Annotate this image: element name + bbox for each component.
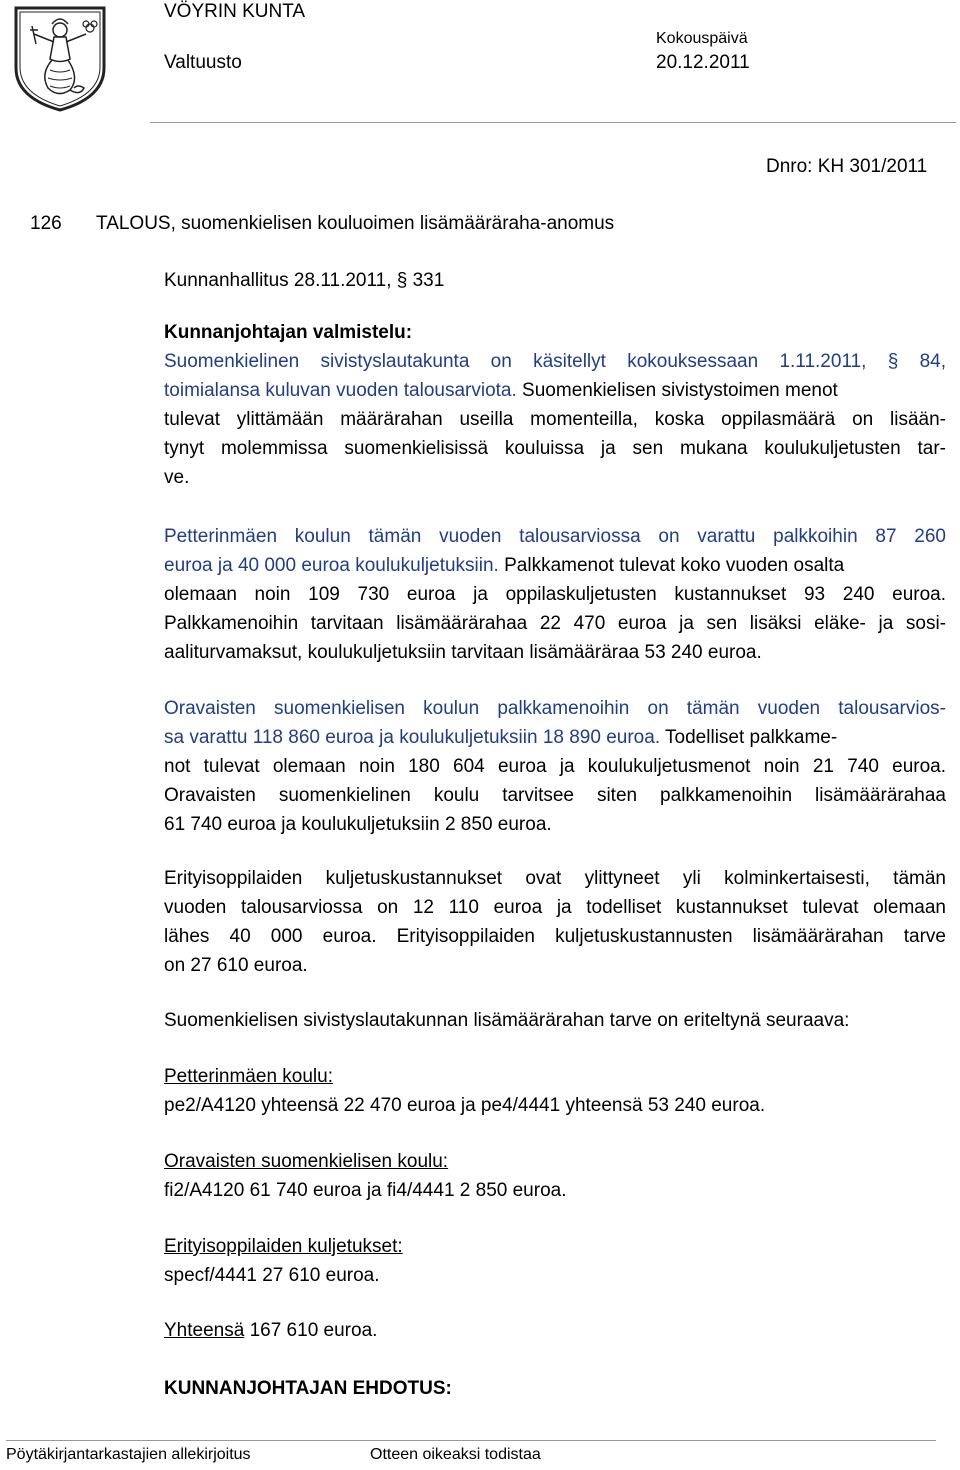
section-number: 126 (30, 213, 62, 234)
paragraph-line: Palkkamenot tulevat koko vuoden osalta (498, 555, 845, 576)
total-line (164, 1320, 377, 1342)
header-divider (150, 122, 956, 123)
need-intro: Suomenkielisen sivistyslautakunnan lisämäärärahan tarve on eriteltynä seuraava: (164, 1010, 850, 1031)
breakdown-value-petterinmaki: pe2/A4120 yhteensä 22 470 euroa ja pe4/4441 yhteensä 53 240 euroa. (164, 1095, 766, 1116)
body-name: Valtuusto (164, 52, 242, 73)
proposal-heading: KUNNANJOHTAJAN EHDOTUS: (164, 1378, 452, 1399)
paragraph-line: Todelliset palkkame- (660, 727, 838, 748)
footer-signatures: Pöytäkirjantarkastajien allekirjoitus (6, 1446, 251, 1463)
org-name: VÖYRIN KUNTA (164, 1, 306, 22)
paragraph-line: euroa ja 40 000 euroa koulukuljetuksiin. (164, 555, 499, 576)
paragraph-line: ve. (164, 467, 190, 488)
section-title: TALOUS, suomenkielisen kouluoimen lisämääräraha-anomus (96, 213, 615, 234)
breakdown-label-oravainen: Oravaisten suomenkielisen koulu: (164, 1151, 449, 1172)
dnro: Dnro: KH 301/2011 (766, 156, 928, 177)
paragraph-line: lähes 40 000 euroa. Erityisoppilaiden kuljetuskustannusten lisämäärärahan tarve (164, 926, 946, 947)
paragraph-line: on 27 610 euroa. (164, 955, 308, 976)
coat-of-arms-icon (10, 4, 110, 112)
breakdown-value-oravainen: fi2/A4120 61 740 euroa ja fi4/4441 2 850 euroa. (164, 1180, 567, 1201)
breakdown-value-special: specf/4441 27 610 euroa. (164, 1265, 380, 1286)
paragraph-line: Palkkamenoihin tarvitaan lisämäärärahaa 22 470 euroa ja sen lisäksi eläke- ja sosi- (164, 613, 946, 634)
breakdown-label-special: Erityisoppilaiden kuljetukset: (164, 1236, 403, 1257)
preparation-section (164, 318, 946, 492)
breakdown-label-petterinmaki: Petterinmäen koulu: (164, 1066, 333, 1087)
total-value: 167 610 euroa. (244, 1320, 378, 1341)
paragraph-line: tulevat ylittämään määrärahan useilla momenteilla, koska oppilasmäärä on lisään- (164, 409, 946, 430)
paragraph-line: tynyt molemmissa suomenkielisissä kouluissa ja sen mukana koulukuljetusten tar- (164, 438, 946, 459)
paragraph-line: Oravaisten suomenkielinen koulu tarvitsee siten palkkamenoihin lisämäärärahaa (164, 785, 946, 806)
paragraph-line: vuoden talousarviossa on 12 110 euroa ja todelliset kustannukset tulevat olemaan (164, 897, 946, 918)
paragraph-line: Suomenkielisen sivistystoimen menot (516, 380, 838, 401)
paragraph-line: toimialansa kuluvan vuoden talousarviota. (164, 380, 517, 401)
meeting-date-label: Kokouspäivä (656, 30, 748, 47)
paragraph-line: Petterinmäen koulun tämän vuoden talousarviossa on varattu palkkoihin 87 260 (164, 526, 946, 547)
paragraph-oravainen (164, 694, 946, 839)
footer-divider (6, 1440, 936, 1441)
paragraph-line: not tulevat olemaan noin 180 604 euroa ja koulukuljetusmenot noin 21 740 euroa. (164, 756, 946, 777)
total-label: Yhteensä (164, 1320, 245, 1341)
meeting-date: 20.12.2011 (656, 52, 750, 73)
paragraph-special-needs (164, 864, 946, 980)
paragraph-petterinmaki (164, 522, 946, 667)
paragraph-line: Erityisoppilaiden kuljetuskustannukset ovat ylittyneet yli kolminkertaisesti, tämän (164, 868, 946, 889)
paragraph-line: 61 740 euroa ja koulukuljetuksiin 2 850 euroa. (164, 814, 552, 835)
paragraph-line: Suomenkielinen sivistyslautakunta on käsitellyt kokouksessaan 1.11.2011, § 84, (164, 351, 946, 372)
paragraph-line: sa varattu 118 860 euroa ja koulukuljetuksiin 18 890 euroa. (164, 727, 661, 748)
reference-line: Kunnanhallitus 28.11.2011, § 331 (164, 270, 445, 291)
paragraph-line: Oravaisten suomenkielisen koulun palkkamenoihin on tämän vuoden talousarvios- (164, 698, 946, 719)
preparation-heading: Kunnanjohtajan valmistelu: (164, 322, 413, 343)
footer-certified: Otteen oikeaksi todistaa (370, 1446, 541, 1463)
paragraph-line: aaliturvamaksut, koulukuljetuksiin tarvitaan lisämääräraa 53 240 euroa. (164, 642, 762, 663)
paragraph-line: olemaan noin 109 730 euroa ja oppilaskuljetusten kustannukset 93 240 euroa. (164, 584, 946, 605)
